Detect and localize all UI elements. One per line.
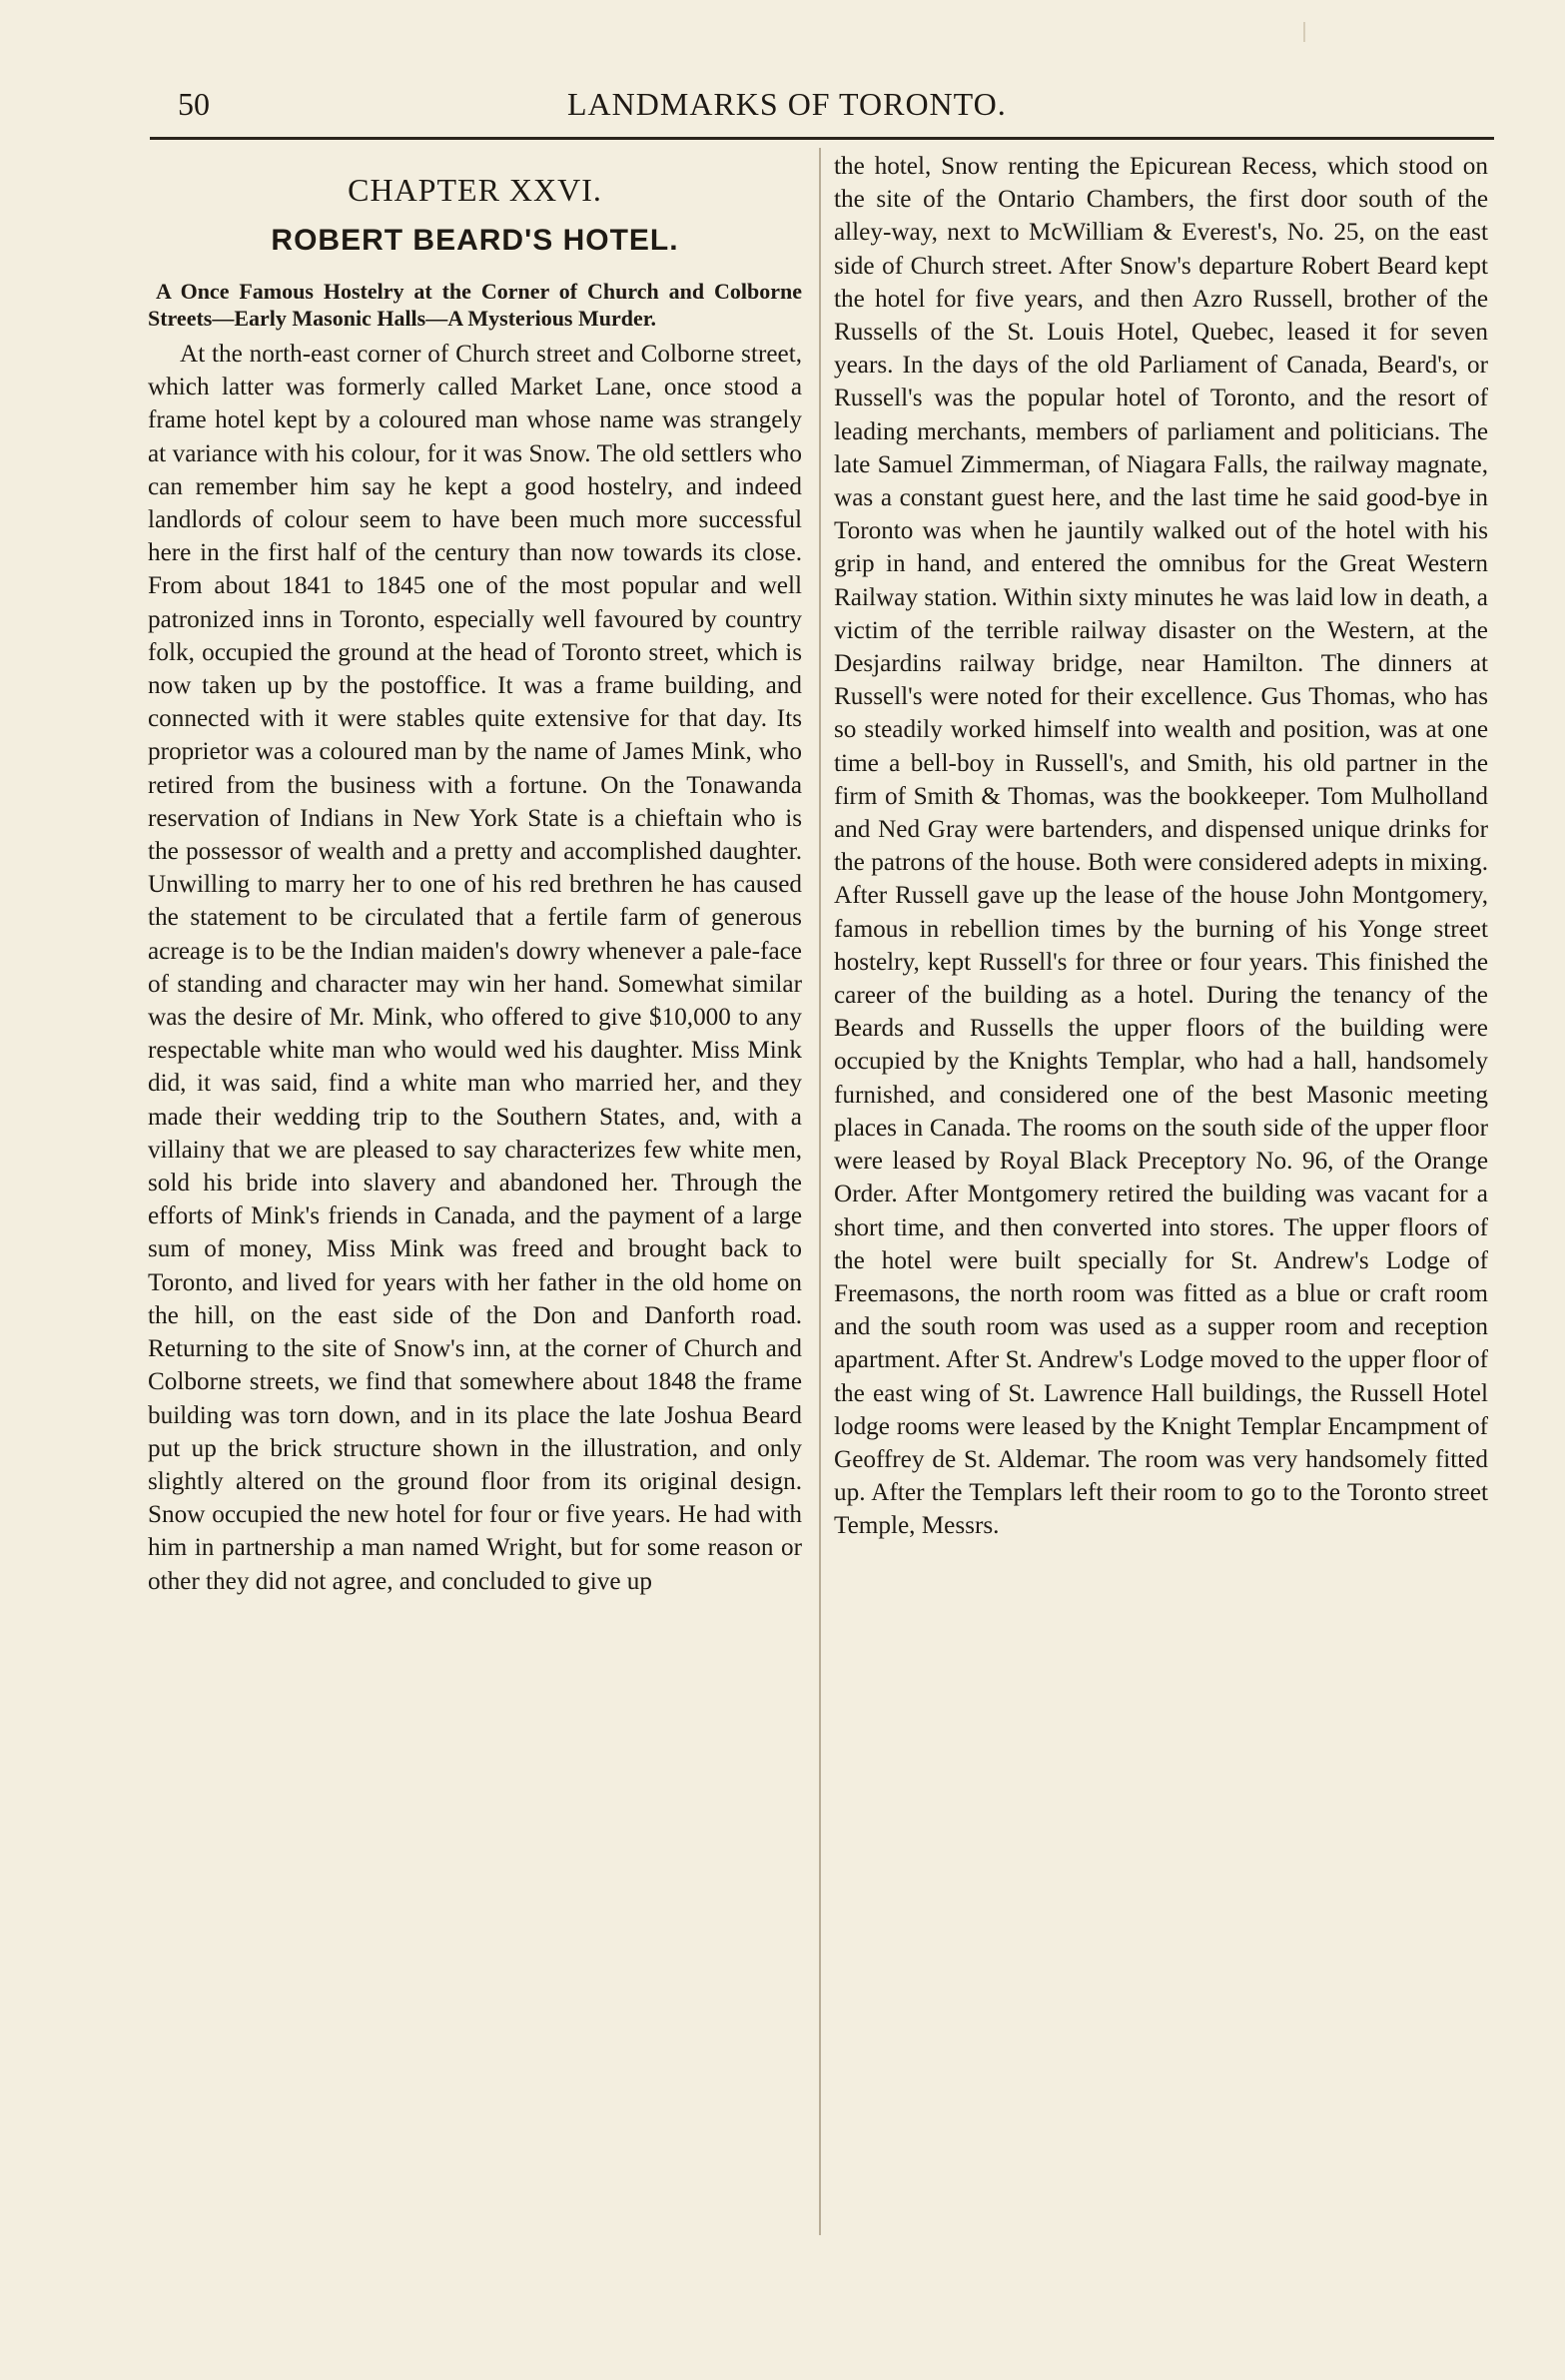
chapter-number: CHAPTER XXVI.: [348, 172, 602, 208]
page-number: 50: [178, 86, 210, 122]
page-header: [178, 84, 1494, 132]
left-column-text: At the north-east corner of Church street and Colborne street, which latter was formerly called Market Lane, once stood a frame hotel kept by a coloured man whose name was strangely at variance with his colour, for it was Snow. The old settlers who can remember him say he kept a good hostelry, and indeed landlords of colour seem to have been much more successful here in the first half of the century than now towards its close. From about 1841 to 1845 one of the most popular and well patronized inns in Toronto, especially well favoured by country folk, occupied the ground at the head of Toronto street, which is now taken up by the postoffice. It was a frame building, and connected with it were stables quite extensive for that day. Its proprietor was a coloured man by the name of James Mink, who retired from the business with a fortune. On the Tonawanda reservation of Indians in New York State is a chieftain who is the possessor of wealth and a pretty and accomplished daughter. Unwilling to marry her to one of his red brethren he has caused the statement to be circulated that a fertile farm of generous acreage is to be the Indian maiden's dowry whenever a pale-face of standing and character may win her hand. Somewhat similar was the desire of Mr. Mink, who offered to give $10,000 to any respectable white man who would wed his daughter. Miss Mink did, it was said, find a white man who married her, and they made their wedding trip to the Southern States, and, with a villainy that we are pleased to say characterizes few white men, sold his bride into slavery and abandoned her. Through the efforts of Mink's friends in Canada, and the payment of a large sum of money, Miss Mink was freed and brought back to Toronto, and lived for years with her father in the old home on the hill, on the east side of the Don and Danforth road. Returning to the site of Snow's inn, at the corner of Church and Colborne streets, we find that somewhere about 1848 the frame building was torn down, and in its place the late Joshua Beard put up the brick structure shown in the illustration, and only slightly altered on the ground floor from its original design. Snow occupied the new hotel for four or five years. He had with him in partnership a man named Wright, but for some reason or other they did not agree, and concluded to give up: [148, 341, 802, 1595]
right-column: [834, 150, 1488, 1543]
right-column-text: the hotel, Snow renting the Epicurean Recess, which stood on the site of the Ontario Chambers, the first door south of the alley-way, next to McWilliam & Everest's, No. 25, on the east side of Church street. After Snow's departure Robert Beard kept the hotel for five years, and then Azro Russell, brother of the Russells of the St. Louis Hotel, Quebec, leased it for seven years. In the days of the old Parliament of Canada, Beard's, or Russell's was the popular hotel of Toronto, and the resort of leading merchants, members of parliament and politicians. The late Samuel Zimmerman, of Niagara Falls, the railway magnate, was a constant guest here, and the last time he said good-bye in Toronto was when he jauntily walked out of the hotel with his grip in hand, and entered the omnibus for the Great Western Railway station. Within sixty minutes he was laid low in death, a victim of the terrible railway disaster on the Western, at the Desjardins railway bridge, near Hamilton. The dinners at Russell's were noted for their excellence. Gus Thomas, who has so steadily worked himself into wealth and position, was at one time a bell-boy in Russell's, and Smith, his old partner in the firm of Smith & Thomas, was the bookkeeper. Tom Mulholland and Ned Gray were bartenders, and dispensed unique drinks for the patrons of the house. Both were considered adepts in mixing. After Russell gave up the lease of the house John Montgomery, famous in rebellion times by the burning of his Yonge street hostelry, kept Russell's for three or four years. This finished the career of the building as a hotel. During the tenancy of the Beards and Russells the upper floors of the building were occupied by the Knights Templar, who had a hall, handsomely furnished, and considered one of the best Masonic meeting places in Canada. The rooms on the south side of the upper floor were leased by Royal Black Preceptory No. 96, of the Orange Order. After Montgomery retired the building was vacant for a short time, and then converted into stores. The upper floors of the hotel were built specially for St. Andrew's Lodge of Freemasons, the north room was fitted as a blue or craft room and the south room was used as a supper room and reception apartment. After St. Andrew's Lodge moved to the upper floor of the east wing of St. Lawrence Hall buildings, the Russell Hotel lodge rooms were leased by the Knight Templar Encampment of Geoffrey de St. Aldemar. The room was very handsomely fitted up. After the Templars left their room to go to the Toronto street Temple, Messrs.: [834, 153, 1488, 1540]
chapter-title: ROBERT BEARD'S HOTEL.: [271, 224, 679, 257]
left-column: [148, 150, 802, 1598]
header-rule: [150, 137, 1494, 140]
running-title: LANDMARKS OF TORONTO.: [567, 86, 1007, 122]
chapter-subtitle: A Once Famous Hostelry at the Corner of Church and Colborne Streets—Early Masonic Halls—A Mysterious Murder.: [148, 279, 802, 331]
page-corner-mark: [1303, 22, 1305, 42]
column-divider: [819, 148, 821, 2235]
